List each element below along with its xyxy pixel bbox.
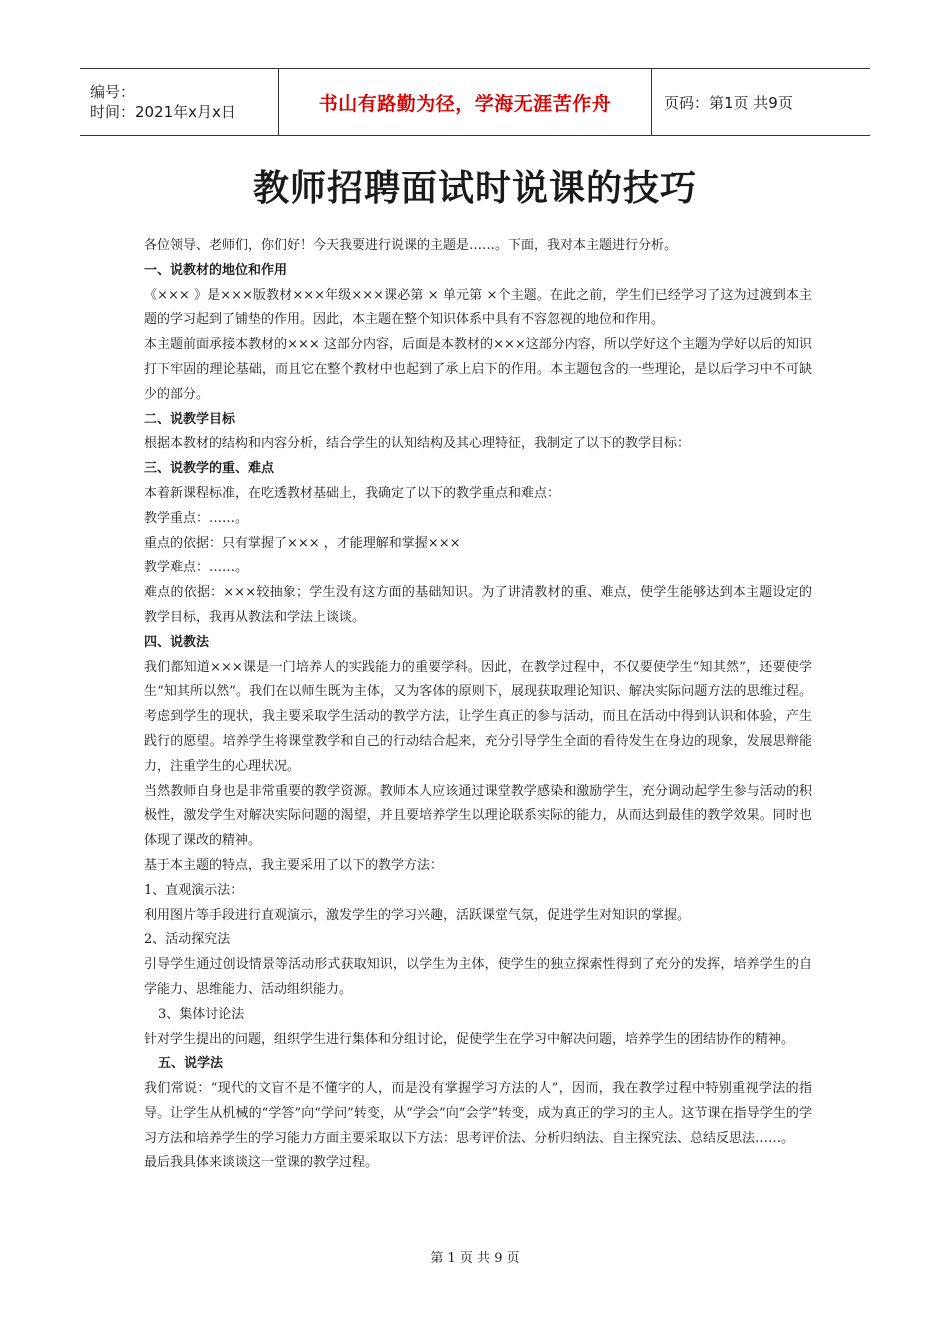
body-paragraph: 教学难点：……。	[144, 560, 249, 576]
body-paragraph: 利用图片等手段进行直观演示，激发学生的学习兴趣，活跃课堂气氛，促进学生对知识的掌握。	[144, 907, 691, 923]
intro-paragraph: 各位领导、老师们，你们好！今天我要进行说课的主题是……。下面，我对本主题进行分析。	[144, 238, 678, 253]
header-meta	[80, 69, 278, 135]
document-body	[144, 234, 812, 1176]
list-item: 3、集体讨论法	[158, 1006, 245, 1022]
page-footer: 第 1 页 共 9 页	[430, 1251, 520, 1266]
list-item: 2、活动探究法	[144, 932, 231, 948]
body-paragraph: 引导学生通过创设情景等活动形式获取知识，以学生为主体，使学生的独立探索性得到了充分的发挥，培养学生的自学能力、思维能力、活动组织能力。	[144, 957, 812, 997]
list-item: 1、直观演示法：	[144, 882, 244, 898]
header-motto-cell	[278, 69, 652, 135]
body-paragraph: 本主题前面承接本教材的××× 这部分内容，后面是本教材的×××这部分内容，所以学好这个主题为学好以后的知识打下牢固的理论基础，而且它在整个教材中也起到了承上启下的作用。本主题包含的一些理论，是以后学习中不可缺少的部分。	[144, 337, 812, 402]
document-title: 教师招聘面试时说课的技巧	[252, 168, 697, 209]
section-heading: 四、说教法	[144, 634, 210, 650]
body-paragraph: 针对学生提出的问题，组织学生进行集体和分组讨论，促使学生在学习中解决问题，培养学生的团结协作的精神。	[144, 1031, 795, 1047]
section-heading: 二、说教学目标	[144, 411, 236, 427]
body-paragraph: 教学重点：……。	[144, 510, 249, 526]
body-paragraph: 基于本主题的特点，我主要采用了以下的教学方法：	[144, 857, 444, 873]
body-paragraph: 本着新课程标准，在吃透教材基础上，我确定了以下的教学重点和难点：	[144, 485, 561, 501]
body-paragraph: 难点的依据：×××较抽象；学生没有这方面的基础知识。为了讲清教材的重、难点，使学生能够达到本主题设定的教学目标，我再从教法和学法上谈谈。	[144, 585, 812, 625]
header-page-number: 页码：第1页 共9页	[664, 93, 793, 112]
body-paragraph: 我们常说：“现代的文盲不是不懂字的人，而是没有掌握学习方法的人”，因而，我在教学过程中特别重视学法的指导。让学生从机械的“学答”向“学问”转变，从“学会”向“会学”转变，成为真正的学习的主人。这节课在指导学生的学习方法和培养学生的学习能力方面主要采取以下方法：思考评价法、分析归纳法、自主探究法、总结反思法……。	[144, 1081, 812, 1146]
body-paragraph: 最后我具体来谈谈这一堂课的教学过程。	[144, 1155, 379, 1171]
body-paragraph: 《××× 》是×××版教材×××年级×××课必第 × 单元第 ×个主题。在此之前，学生们已经学习了这为过渡到本主题的学习起到了铺垫的作用。因此，本主题在整个知识体系中具有不容忽视的地位和作用。	[144, 287, 812, 328]
body-paragraph: 重点的依据：只有掌握了××× ，才能理解和掌握×××	[144, 535, 461, 551]
body-paragraph: 当然教师自身也是非常重要的教学资源。教师本人应该通过课堂教学感染和激励学生，充分调动起学生参与活动的积极性，激发学生对解决实际问题的渴望，并且要培养学生以理论联系实际的能力，从而达到最佳的教学效果。同时也体现了课改的精神。	[144, 783, 812, 849]
section-heading: 一、说教材的地位和作用	[144, 262, 288, 278]
page-header	[80, 68, 870, 136]
section-heading: 三、说教学的重、难点	[144, 461, 275, 477]
section-heading: 五、说学法	[158, 1056, 224, 1072]
body-paragraph: 我们都知道×××课是一门培养人的实践能力的重要学科。因此，在教学过程中，不仅要使学生“知其然”，还要使学生“知其所以然”。我们在以师生既为主体，又为客体的原则下，展现获取理论知识、解决实际问题方法的思维过程。考虑到学生的现状，我主要采取学生活动的教学方法，让学生真正的参与活动，而且在活动中得到认识和体验，产生践行的愿望。培养学生将课堂教学和自己的行动结合起来，充分引导学生全面的看待发生在身边的现象，发展思辩能力，注重学生的心理状况。	[144, 659, 812, 774]
header-motto: 书山有路勤为径，学海无涯苦作舟	[318, 92, 612, 115]
document-date-label: 时间：2021年x月x日	[90, 103, 236, 121]
document-number-label: 编号：	[90, 83, 136, 101]
body-paragraph: 根据本教材的结构和内容分析，结合学生的认知结构及其心理特征，我制定了以下的教学目标：	[144, 436, 691, 452]
